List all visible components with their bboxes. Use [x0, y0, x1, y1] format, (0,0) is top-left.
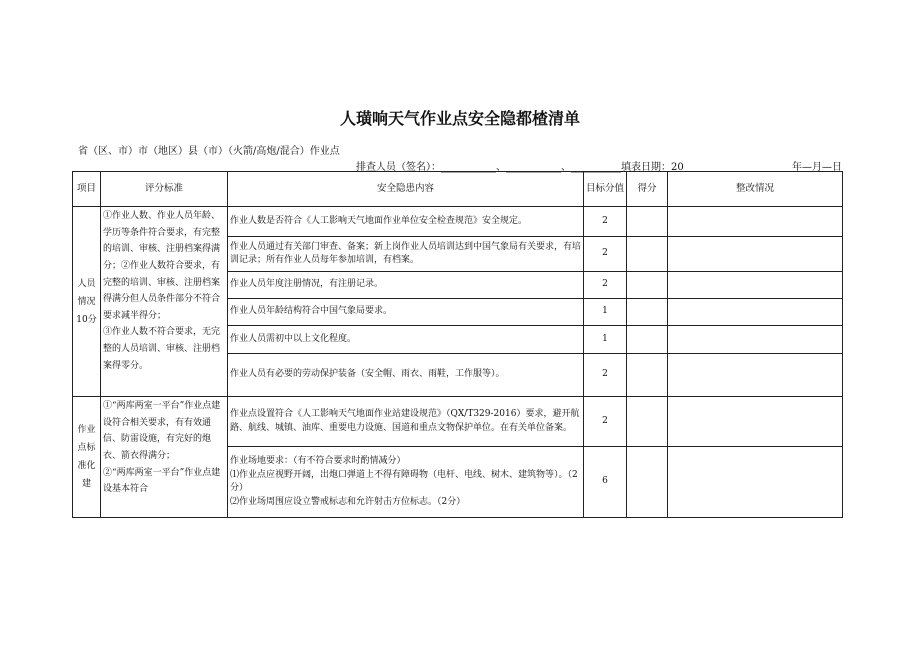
- scoring-standard-cell: [101, 207, 228, 397]
- location-line: 省（区、市）市（地区）县（市）（火箭/高炮/混合）作业点: [78, 146, 340, 157]
- target-score-cell: 2: [584, 354, 627, 397]
- hazard-content-text: 作业点设置符合《人工影响天气地面作业站建设规范》（QX/T329-2016）要求，避开航路、航线、城镇、油库、重要电力设施、国道和重点文物保护单位。在有关单位备案。: [230, 409, 580, 433]
- header-project: 项目: [73, 172, 101, 207]
- target-score-cell: 2: [584, 237, 627, 272]
- header-remediation: 整改情况: [668, 172, 843, 207]
- hazard-content-text: 作业人员年度注册情况，有注册记录。: [230, 279, 384, 290]
- scoring-standard-cell: [101, 397, 228, 518]
- target-score-cell: 6: [584, 447, 627, 518]
- hazard-content-cell: [228, 326, 584, 354]
- score-input-cell[interactable]: [627, 237, 668, 272]
- hazard-content-text: 作业人数是否符合《人工影响天气地面作业单位安全检查规范》安全规定。: [230, 215, 528, 226]
- remediation-input-cell[interactable]: [668, 447, 843, 518]
- hazard-content-text: 作业人员需初中以上文化程度。: [230, 333, 357, 344]
- document-title: 人璜响天气作业点安全隐都楂清单: [339, 109, 580, 128]
- hazard-checklist-table: [72, 171, 843, 518]
- header-standard: 评分标准: [101, 172, 228, 207]
- remediation-input-cell[interactable]: [668, 207, 843, 237]
- hazard-content-cell: [228, 299, 584, 326]
- hazard-content-cell: [228, 237, 584, 272]
- remediation-input-cell[interactable]: [668, 272, 843, 299]
- hazard-content-text: 作业人员通过有关部门审查、备案；新上岗作业人员培训达到中国气象局有关要求，有培训记录；所有作业人员每年参加培训，有档案。: [230, 241, 582, 265]
- hazard-content-text: 作业人员有必要的劳动保护装备（安全帽、雨衣、雨鞋，工作服等）。: [230, 369, 505, 380]
- hazard-content-text: ⑴作业点应视野开阔，出炮口弹道上不得有障碍物（电杆、电线、树木、建筑物等）。（2分）: [230, 469, 578, 493]
- inspector-signature-date: 排查人员（签名）：___________、___________、__________填表日期：20: [356, 162, 684, 173]
- hazard-content-text: 作业人员年龄结构符合中国气象局要求。: [230, 306, 393, 317]
- scoring-standard-text: ②“两库两室一平台”作业点建设基本符合: [103, 467, 221, 495]
- remediation-input-cell[interactable]: [668, 237, 843, 272]
- table-row: [73, 207, 843, 237]
- hazard-content-cell: [228, 397, 584, 447]
- score-input-cell[interactable]: [627, 326, 668, 354]
- score-input-cell[interactable]: [627, 447, 668, 518]
- category-cell: 人员情况10分: [73, 207, 101, 397]
- header-score: 得分: [627, 172, 668, 207]
- score-input-cell[interactable]: [627, 397, 668, 447]
- table-row: [73, 397, 843, 447]
- target-score-cell: 1: [584, 326, 627, 354]
- header-target-score: 目标分值: [584, 172, 627, 207]
- hazard-content-cell: [228, 354, 584, 397]
- remediation-input-cell[interactable]: [668, 397, 843, 447]
- scoring-standard-text: ①作业人数、作业人员年龄、学历等条件符合要求，有完整的培训、审核、注册档案得满分；②作业人数符合要求，有完整的培训、审核、注册档案得满分但人员条件部分不符合要求减半得分；: [103, 211, 221, 321]
- remediation-input-cell[interactable]: [668, 326, 843, 354]
- hazard-content-cell: [228, 272, 584, 299]
- score-input-cell[interactable]: [627, 207, 668, 237]
- score-input-cell[interactable]: [627, 354, 668, 397]
- header-content: 安全隐患内容: [228, 172, 584, 207]
- target-score-cell: 2: [584, 207, 627, 237]
- hazard-content-text: 作业场地要求：（有不符合要求时酌情减分）: [230, 456, 406, 466]
- target-score-cell: 1: [584, 299, 627, 326]
- hazard-content-cell: [228, 447, 584, 518]
- hazard-content-cell: [228, 207, 584, 237]
- score-input-cell[interactable]: [627, 299, 668, 326]
- target-score-cell: 2: [584, 397, 627, 447]
- category-cell: 作业点标准化建: [73, 397, 101, 518]
- score-input-cell[interactable]: [627, 272, 668, 299]
- remediation-input-cell[interactable]: [668, 299, 843, 326]
- scoring-standard-text: ③作业人数不符合要求，无完整的人员培训、审核、注册档案得零分。: [103, 327, 221, 371]
- date-tail: 年—月—日: [792, 162, 842, 173]
- target-score-cell: 2: [584, 272, 627, 299]
- remediation-input-cell[interactable]: [668, 354, 843, 397]
- hazard-content-text: ⑵作业场周围应设立警戒标志和允许射击方位标志。（2分）: [230, 496, 466, 507]
- scoring-standard-text: ①“两库两室一平台”作业点建设符合相关要求，有有效通信、防雷设施，有完好的炮衣、箭衣得满分；: [103, 401, 221, 461]
